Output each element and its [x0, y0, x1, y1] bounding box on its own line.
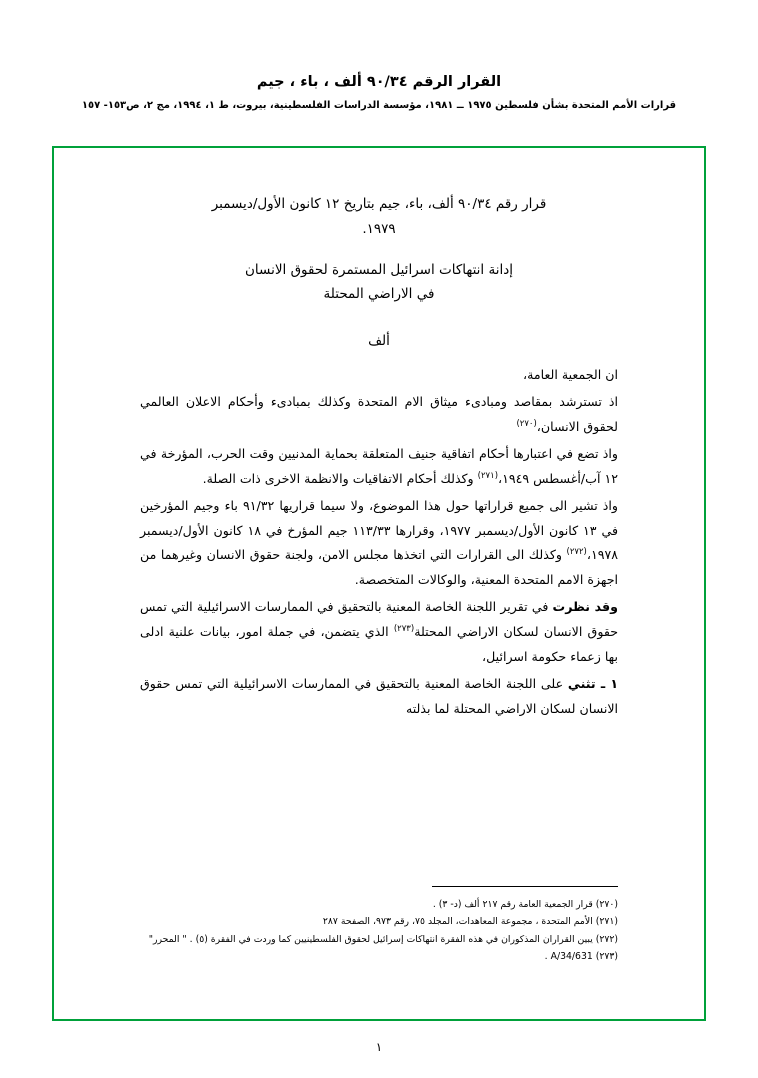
document-header: [0, 72, 758, 113]
paragraph-operative-1: [140, 672, 618, 721]
resolution-title-line-1: إدانة انتهاكات اسرائيل المستمرة لحقوق الانسان: [245, 261, 513, 278]
resolution-heading-line-2: ١٩٧٩.: [362, 220, 396, 237]
content-frame: [52, 146, 706, 1021]
resolution-body: [140, 363, 618, 722]
paragraph-preamble-1-text: اذ تسترشد بمقاصد ومبادىء ميثاق الام المتحدة وكذلك بمبادىء وأحكام الاعلان العالمي لحقوق الانسان،: [140, 394, 618, 434]
paragraph-preamble-4-lead: وقد نظرت: [552, 599, 618, 615]
resolution-title-line-2: في الاراضي المحتلة: [323, 286, 435, 303]
footnote-270: (٢٧٠) قرار الجمعية العامة رقم ٢١٧ ألف (د- ٣) .: [432, 899, 618, 911]
paragraph-preamble-2: [140, 442, 618, 491]
footnotes-section: [140, 886, 618, 965]
paragraph-preamble-4: [140, 595, 618, 669]
paragraph-preamble-4-text: في تقرير اللجنة الخاصة المعنية بالتحقيق في الممارسات الاسرائيلية التي تمس حقوق الانسان لسكان الاراضي المحتلة: [140, 599, 618, 639]
paragraph-preamble-2-text: واذ تضع في اعتبارها أحكام اتفاقية جنيف المتعلقة بحماية المدنيين وقت الحرب، المؤرخة في ١٢ آب/أغسطس ١٩٤٩،: [140, 446, 618, 486]
paragraph-opening: [140, 363, 618, 388]
footnote-ref-271: (٢٧١): [477, 470, 499, 481]
paragraph-preamble-3-text: واذ تشير الى جميع قراراتها حول هذا الموضوع، ولا سيما قراريها ٩١/٣٢ باء وجيم المؤرخين في ١٣ كانون الأول/ديسمبر ١٩٧٧، وقرارها ١١٣/٣٣ جيم المؤرخ في ١٨ كانون الأول/ديسمبر ١٩٧٨،: [140, 498, 618, 563]
paragraph-preamble-4-text-after: الذي يتضمن، في جملة امور، بيانات علنية ادلى بها زعماء حكومة اسرائيل،: [140, 624, 618, 664]
footnote-ref-270: (٢٧٠): [516, 418, 537, 429]
footnote-273: (٢٧٣) A/34/631 .: [544, 950, 618, 962]
paragraph-opening-text: ان الجمعية العامة،: [523, 366, 618, 382]
content-frame-inner: [54, 148, 704, 1019]
paragraph-preamble-3-text-after: وكذلك الى القرارات التي اتخذها مجلس الامن، ولجنة حقوق الانسان وغيرهما من اجهزة الامم المتحدة المعنية، والوكالات المتخصصة.: [140, 547, 618, 587]
resolution-heading-line-1: قرار رقم ٩٠/٣٤ ألف، باء، جيم بتاريخ ١٢ كانون الأول/ديسمبر: [211, 196, 547, 212]
section-letter: ألف: [368, 332, 390, 349]
footnote-271: (٢٧١) الأمم المتحدة ، مجموعة المعاهدات، المجلد ٧٥، رقم ٩٧٣، الصفحة ٢٨٧: [322, 916, 618, 928]
page-number: ١: [375, 1040, 383, 1054]
paragraph-preamble-1: [140, 390, 618, 439]
paragraph-preamble-2-text-after: وكذلك أحكام الاتفاقيات والانظمة الاخرى ذات الصلة.: [202, 470, 474, 486]
page-title: القرار الرقم ٩٠/٣٤ ألف ، باء ، جيم: [256, 74, 502, 90]
footnote-ref-273: (٢٧٣): [393, 623, 415, 634]
source-citation: قرارات الأمم المتحدة بشأن فلسطين ١٩٧٥ ــ ١٩٨١، مؤسسة الدراسات الفلسطينية، بيروت، ط ١، ١٩٩٤، مج ٢، ص١٥٣- ١٥٧: [81, 100, 677, 112]
resolution-title: [140, 258, 618, 307]
footnote-272: (٢٧٢) يبين القراران المذكوران في هذه الفقرة انتهاكات إسرائيل لحقوق الفلسطينيين كما وردت في الفقرة (٥) . " المحرر": [148, 933, 618, 945]
paragraph-operative-1-lead: ١ ـ تثني: [567, 676, 618, 692]
paragraph-preamble-3: [140, 494, 618, 592]
footnote-separator: [432, 886, 618, 887]
resolution-heading: [140, 192, 618, 242]
paragraph-operative-1-text: على اللجنة الخاصة المعنية بالتحقيق في الممارسات الاسرائيلية التي تمس حقوق الانسان لسكان الاراضي المحتلة لما بذلته: [140, 676, 618, 716]
footnote-ref-272: (٢٧٢): [566, 547, 587, 558]
